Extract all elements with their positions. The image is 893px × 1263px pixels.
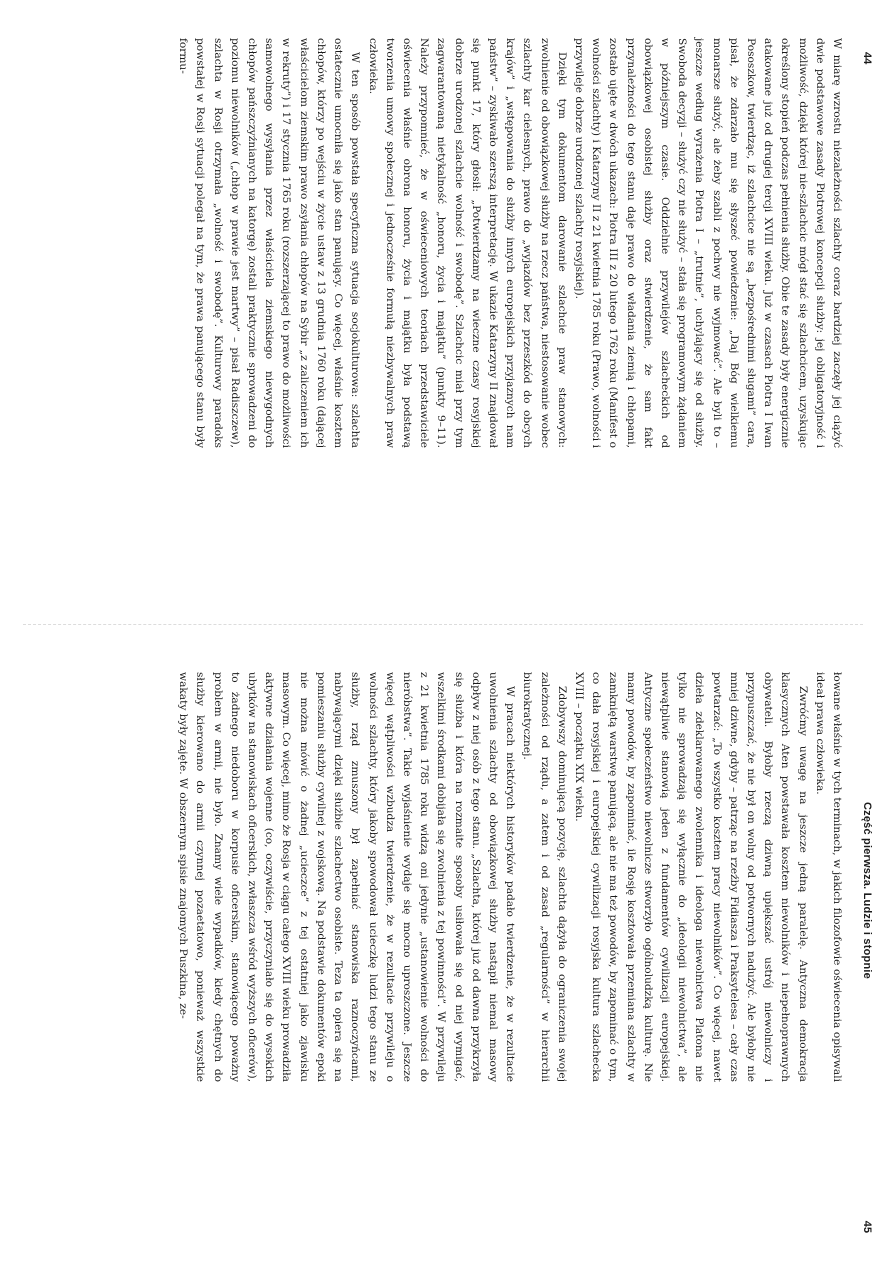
left-page-body bbox=[174, 38, 845, 448]
left-page-number: 44 bbox=[861, 52, 873, 65]
right-paragraph-3: Zdobywszy dominującą pozycję, szlachta dążyła do ograniczenia swojej zależności od rządu, a zatem i od zasad „regularności” w hierarchii biurokratycznej. bbox=[521, 672, 568, 1082]
left-page bbox=[0, 0, 893, 620]
left-paragraph-2: Dzięki tym dokumentom darowanie szlachcie praw stanowych: zwolnienie od obowiązkowej służby na rzecz państwa, niestosowanie wobec szlachty kar cielesnych, prawo do „wyjazdów bez przeszkód do obcych krajów” i „wstępowania do służby innych europejskich przyjaznych nam państw” – zyskiwało szerszą interpretację. W ukazie Katarzyny II znajdował się punkt 17, który głosił: „Potwierdzamy na wieczne czasy rosyjskiej dobrze urodzonej szlachcie wolność i swobodę”. Szlachcic miał przy tym zagwarantowaną nietykalność „honoru, życia i majątku” (punkty 9–11). Należy przypomnieć, że w oświeceniowych teoriach przedstawiciele oświecenia właśnie obrona honoru, życia i majątku była podstawą tworzenia umowy społecznej i jednocześnie formułą niezbywalnych praw człowieka. bbox=[366, 38, 568, 448]
left-paragraph-1: W miarę wzrostu niezależności szlachty coraz bardziej zaczęły jej ciążyć dwie podstawowe zasady Piotrowej koncepcji służby: jej obligatoryjność i możliwość, dzięki której nie-szlachcic mógł stać się szlachcicem, uzyskując określony stopień podczas pełnienia służby. Obie te zasady były energicznie atakowane już od drugiej tercji XVIII wieku. Już w czasach Piotra I Iwan Pososzkow, twierdząc, iż szlachcice nie są „bezpośrednimi sługami” cara, pisał, że zdarzało mu się słyszeć powiedzenie: „Daj Bóg wielkiemu monarsze służyć, ale żeby szabli z pochwy nie wyjmować”. Ale byli to – jeszcze według wyrażenia Piotra I – „trutnie”, uchylający się od służby. Swoboda decyzji – służyć czy nie służyć – stała się programowym żądaniem w późniejszym czasie. Oddzielnie przywilejów szlacheckich od obowiązkowej osobistej służby oraz stwierdzenie, że sam fakt przynależności do tego stanu daje prawo do władania ziemią i chłopami, zostało ujęte w dwóch ukazach: Piotra III z 20 lutego 1762 roku (Manifest o wolności szlachty) i Katarzyny II z 21 kwietnia 1785 roku (Prawo, wolności i przywileje dobrze urodzonej szlachty rosyjskiej). bbox=[572, 38, 843, 448]
running-head: Część pierwsza. Ludzie i stopnie bbox=[861, 802, 873, 979]
right-page-number: 45 bbox=[861, 1220, 873, 1233]
right-page bbox=[0, 632, 893, 1263]
right-paragraph-4: W pracach niektórych historyków padało twierdzenie, że w rezultacie uwolnienia szlachty od obowiązkowej służby nastąpił niemal masowy odpływ z niej osób z tego stanu. „Szlachta, której już od dawna przykrzyła się służba i która na rozmaite sposoby usiłowała się od niej wymigać, wszelkimi środkami dobijała się zwolnienia z tej powinności”. W przywileju z 21 kwietnia 1785 roku widzą oni jedynie „ustanowienie wolności do nieróbstwa”. Takie wyjaśnienie wydaje się mocno uproszczone. Jeszcze więcej wątpliwości wzbudza twierdzenie, że w rezultacie przywileju o wolności szlachty, który jakoby spowodował ucieczkę ludzi tego stanu ze służby, rząd zmuszony był zapełniać stanowiska raznoczyńcami, nabywającymi dzięki służbie szlachectwo osobiste. Teza ta opiera się na pomieszaniu służby cywilnej z wojskową. Na podstawie dokumentów epoki nie można mówić o żadnej „ucieczce” z tej ostatniej jako zjawisku masowym. Co więcej, mimo że Rosja w ciągu całego XVIII wieku prowadziła aktywne działania wojenne (co, oczywiście, przyczyniało się do wysokich ubytków na stanowiskach oficerskich, zwłaszcza wśród wyższych oficerów), to żadnego niedoboru w korpusie oficerskim, stanowiącego poważny problem w armii, nie było. Znamy wiele wypadków, kiedy chętnych do służby kierowano do armii czynnej pozaetatowo, ponieważ wszystkie wakaty były zajęte. W obszernym spisie znajomych Puszkina, ze- bbox=[177, 672, 517, 1082]
right-page-body bbox=[174, 672, 845, 1082]
book-gutter bbox=[23, 624, 863, 626]
right-paragraph-1: łowane właśnie w tych terminach, w jakich filozofowie oświecenia opisywali ideał prawa człowieka. bbox=[813, 672, 843, 1082]
left-paragraph-3: W ten sposób powstała specyficzna sytuacja socjokulturowa: szlachta ostatecznie umocniła się jako stan panujący. Co więcej, właśnie kosztem chłopów, którzy po wejściu w życie ustaw z 13 grudnia 1760 roku (dającej właścicielom ziemskim prawo zsyłania chłopów na Sybir „z zaliczeniem ich w rekruty”) i 17 stycznia 1765 roku (rozszerzającej to prawo do możliwości samowolnego wysyłania przez właściciela ziemskiego niewygodnych chłopów pańszczyźnianych na katorgę) zostali praktycznie sprowadzeni do poziomu niewolników („chłop w prawie jest martwy” – pisał Radiszczew), szlachta w Rosji otrzymała „wolność i swobodę”. Kulturowy paradoks powstałej w Rosji sytuacji polegał na tym, że prawa panującego stanu były formu- bbox=[177, 38, 362, 448]
right-paragraph-2: Zwróćmy uwagę na jeszcze jedną paralelę. Antyczna demokracja klasycznych Aten powstawała kosztem niewolników i niepełnoprawnych obywateli. Byłoby rzeczą dziwną upiększać ustrój niewolniczy i przypuszczać, że nie był on wolny od potwornych nadużyć. Ale byłoby nie mniej dziwne, gdyby – patrząc na rzeźby Fidiasza i Praksytelesa – cały czas powtarzać: „To wszystko kosztem pracy niewolników”. Co więcej, nawet dzieła zdeklarowanego zwolennika i ideologa niewolnictwa Platona nie tylko nie sprowadzają się wyłącznie do „ideologii niewolnictwa”, ale niewątpliwie stanowią jeden z fundamentów cywilizacji europejskiej. Antyczne społeczeństwo niewolnicze stworzyło ogólnoludzką kulturę. Nie mamy powodów, by zapominać, ile Rosję kosztowała przemiana szlachty w zamkniętą warstwę panującą, ale nie ma też powodów, by zapominać o tym, co dała rosyjskiej i europejskiej cywilizacji rosyjska kultura szlachecka XVIII – początku XIX wieku. bbox=[572, 672, 809, 1082]
